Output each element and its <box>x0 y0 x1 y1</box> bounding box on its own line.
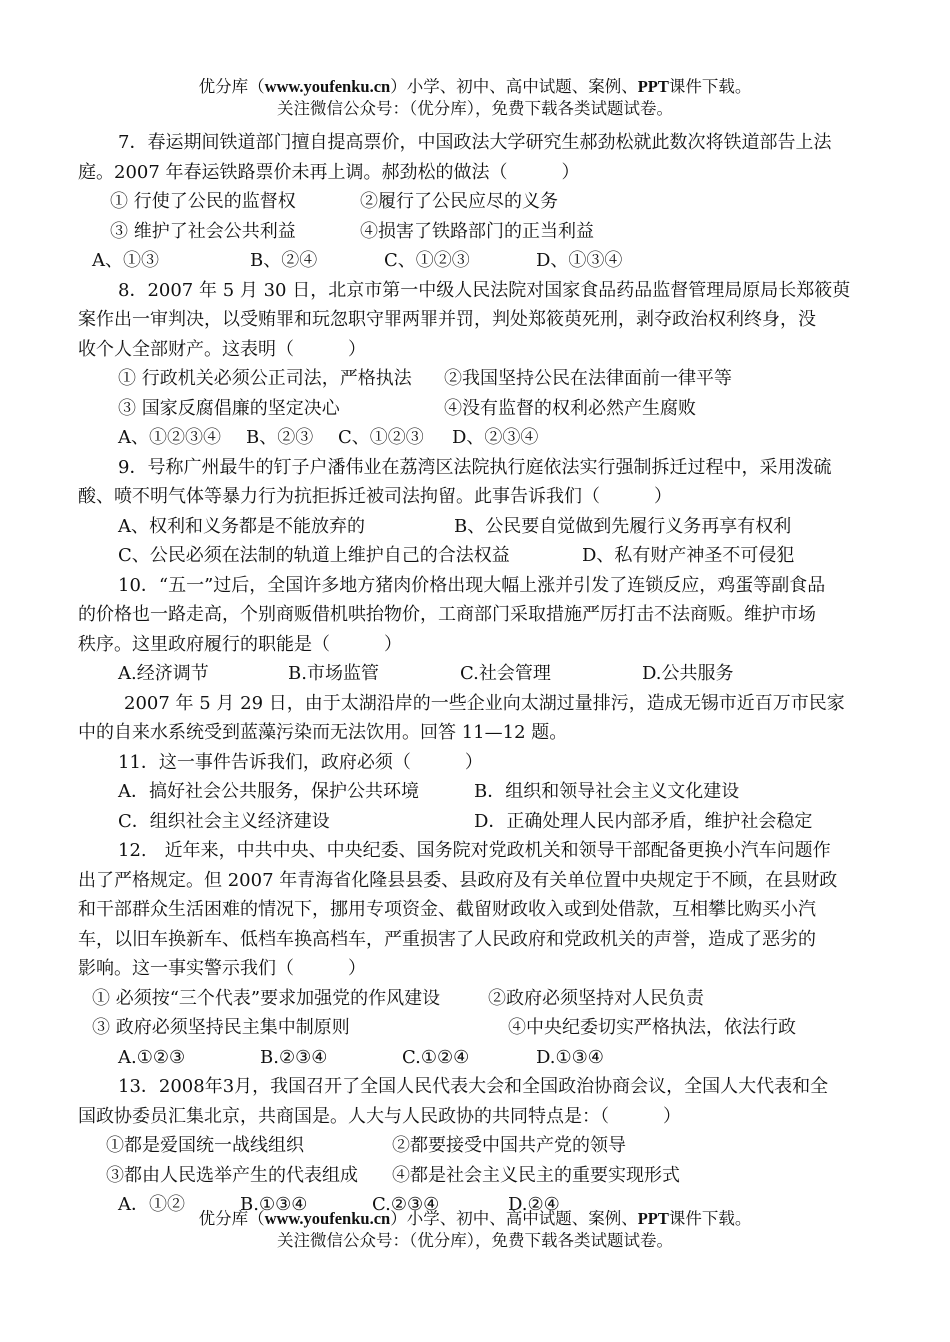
q12-stem-2: 出了严格规定。但 2007 年青海省化隆县县委、县政府及有关单位置中央规定于不顾，在县财政 <box>78 869 838 891</box>
q12-choices: A.①②③ B.②③④ C.①②④ D.①③④ <box>118 1046 604 1068</box>
q10-stem-1: 10．“五一”过后，全国许多地方猪肉价格出现大幅上涨并引发了连锁反应，鸡蛋等副食品 <box>118 574 826 596</box>
q13-statements-1: ①都是爱国统一战线组织 ②都要接受中国共产党的领导 <box>106 1135 626 1156</box>
q12-statements-2: ③ 政府必须坚持民主集中制原则 ④中央纪委切实严格执法，依法行政 <box>92 1017 796 1038</box>
q8-stem-2: 案作出一审判决，以受贿罪和玩忽职守罪两罪并罚，判处郑筱萸死刑，剥夺政治权利终身，没 <box>78 309 816 330</box>
footer-line-1: 优分库（www.youfenku.cn）小学、初中、高中试题、案例、PPT课件下载。 <box>198 1209 752 1228</box>
q8-stem-1: 8．2007 年 5 月 30 日，北京市第一中级人民法院对国家食品药品监督管理局原局长郑筱萸 <box>118 279 851 301</box>
q12-stem-3: 和干部群众生活困难的情况下，挪用专项资金、截留财政收入或到处借款，互相攀比购买小汽 <box>78 899 816 920</box>
footer-line-2: 关注微信公众号：（优分库），免费下载各类试题试卷。 <box>277 1231 673 1250</box>
q10-stem-3: 秩序。这里政府履行的职能是（ ） <box>78 633 402 655</box>
q7-stem-1: 7．春运期间铁道部门擅自提高票价，中国政法大学研究生郝劲松就此数次将铁道部告上法 <box>118 132 832 153</box>
q13-stem-1: 13．2008年3月，我国召开了全国人民代表大会和全国政治协商会议，全国人大代表和全 <box>118 1076 829 1097</box>
q13-stem-2: 国政协委员汇集北京，共商国是。人大与人民政协的共同特点是：（ ） <box>78 1105 681 1127</box>
q9-stem-2: 酸、喷不明气体等暴力行为抗拒拆迁被司法拘留。此事告诉我们（ ） <box>78 486 672 507</box>
q8-statements-1: ① 行政机关必须公正司法，严格执法 ②我国坚持公民在法律面前一律平等 <box>118 368 732 389</box>
q12-stem-5: 影响。这一事实警示我们（ ） <box>78 958 366 979</box>
q7-stem-2: 庭。2007 年春运铁路票价未再上调。郝劲松的做法（ ） <box>78 161 580 183</box>
q9-choices-2: C、公民必须在法制的轨道上维护自己的合法权益 D、私有财产神圣不可侵犯 <box>118 545 795 566</box>
footer-site-link: www.youfenku.cn <box>264 1209 391 1228</box>
q10-stem-2: 的价格也一路走高，个别商贩借机哄抬物价，工商部门采取措施严厉打击不法商贩。维护市场 <box>78 604 816 625</box>
q8-stem-3: 收个人全部财产。这表明（ ） <box>78 338 366 360</box>
q9-choices-1: A、权利和义务都是不能放弃的 B、公民要自觉做到先履行义务再享有权利 <box>118 515 792 537</box>
q9-stem-1: 9．号称广州最牛的钉子户潘伟业在荔湾区法院执行庭依法实行强制拆迁过程中，采用泼硫 <box>118 456 832 478</box>
intro-stem-2: 中的自来水系统受到蓝藻污染而无法饮用。回答 11—12 题。 <box>78 722 568 743</box>
q11-choices-1: A．搞好社会公共服务，保护公共环境 B．组织和领导社会主义文化建设 <box>118 781 740 802</box>
page-footer <box>0 1208 950 1252</box>
q8-statements-2: ③ 国家反腐倡廉的坚定决心 ④没有监督的权利必然产生腐败 <box>118 397 696 419</box>
page-header <box>0 76 950 120</box>
question-list <box>78 128 878 1220</box>
q13-statements-2: ③都由人民选举产生的代表组成 ④都是社会主义民主的重要实现形式 <box>106 1164 680 1186</box>
q8-choices: A、①②③④ B、②③ C、①②③ D、②③④ <box>118 427 539 448</box>
intro-stem-1: 2007 年 5 月 29 日，由于太湖沿岸的一些企业向太湖过量排污，造成无锡市近百万市民家 <box>124 692 845 714</box>
q7-statements-1: ① 行使了公民的监督权 ②履行了公民应尽的义务 <box>110 191 558 212</box>
q12-statements-1: ① 必须按“三个代表”要求加强党的作风建设 ②政府必须坚持对人民负责 <box>92 987 704 1009</box>
header-line-1: 优分库（www.youfenku.cn）小学、初中、高中试题、案例、PPT课件下载。 <box>198 77 752 96</box>
q7-statements-2: ③ 维护了社会公共利益 ④损害了铁路部门的正当利益 <box>110 220 594 242</box>
q7-choices: A、①③ B、②④ C、①②③ D、①③④ <box>92 250 623 271</box>
q12-stem-1: 12. 近年来，中共中央、中央纪委、国务院对党政机关和领导干部配备更换小汽车问题作 <box>118 840 831 861</box>
q11-stem: 11．这一事件告诉我们，政府必须（ ） <box>118 751 483 773</box>
q12-stem-4: 车，以旧车换新车、低档车换高档车，严重损害了人民政府和党政机关的声誉，造成了恶劣的 <box>78 928 816 950</box>
q10-choices: A.经济调节 B.市场监管 C.社会管理 D.公共服务 <box>118 663 734 684</box>
header-line-2: 关注微信公众号：（优分库），免费下载各类试题试卷。 <box>277 99 673 118</box>
q11-choices-2: C．组织社会主义经济建设 D．正确处理人民内部矛盾，维护社会稳定 <box>118 810 813 832</box>
q13-choices: A．①② B.①③④ C.②③④ D.②④ <box>118 1194 560 1215</box>
header-site-link: www.youfenku.cn <box>264 77 391 96</box>
